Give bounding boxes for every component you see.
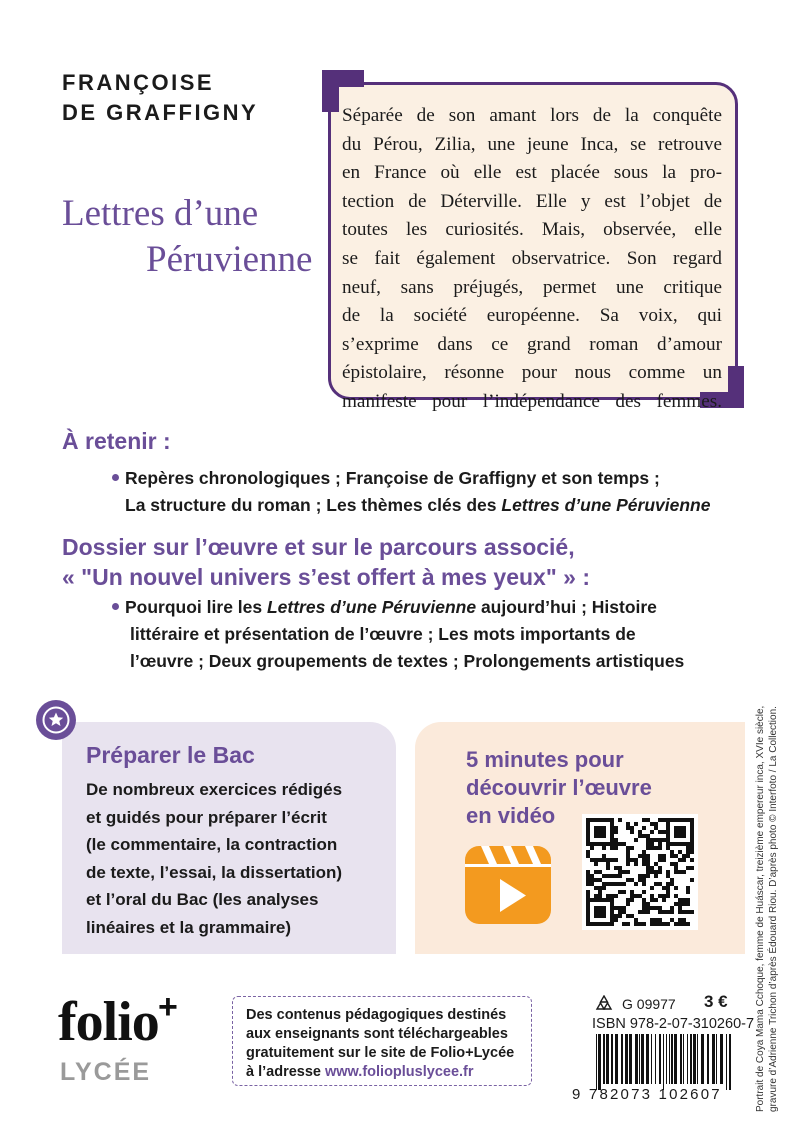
bac-description <box>86 776 342 941</box>
dossier-list <box>112 594 684 675</box>
retenir-line-2-title: Lettres d’une Péruvienne <box>501 495 711 515</box>
info-line: à l’adresse <box>246 1064 325 1080</box>
summary-text <box>342 102 722 417</box>
lycee-label: LYCÉE <box>60 1058 152 1086</box>
retenir-line-1: Repères chronologiques ; Françoise de Graffigny et son temps ; <box>125 468 660 488</box>
dossier-line-2: littéraire et présentation de l’œuvre ; Les mots importants de <box>130 624 636 644</box>
summary-line: tection de Déterville. Elle y est l’objet de <box>342 190 722 212</box>
recycle-icon <box>594 995 614 1016</box>
bullet-icon <box>112 603 119 610</box>
retenir-list <box>112 465 710 519</box>
folio-plus-mark: + <box>158 988 178 1026</box>
credit-line: gravure d’Adrienne Trichon d’après Édouard Riou. D’après photo © Interfoto / La Collection. <box>768 706 779 1112</box>
info-line: Des contenus pédagogiques destinés <box>246 1007 507 1023</box>
dossier-heading-line-2: « "Un nouvel univers s’est offert à mes yeux" » : <box>62 564 590 590</box>
bac-line: de texte, l’essai, la dissertation) <box>86 862 343 882</box>
barcode <box>594 1034 734 1090</box>
star-icon <box>36 700 76 740</box>
barcode-digits: 9 782073 102607 <box>572 1086 722 1103</box>
summary-line: toutes les curiosités. Mais, observée, elle <box>342 219 722 241</box>
author-line-1: FRANÇOISE <box>62 70 215 95</box>
bac-title: Préparer le Bac <box>86 742 255 768</box>
dossier-line-1-end: aujourd’hui ; Histoire <box>476 597 657 617</box>
summary-line: de la société européenne. Sa voix, qui <box>342 305 722 327</box>
website-link[interactable]: www.foliopluslycee.fr <box>325 1064 474 1080</box>
retenir-line-2: La structure du roman ; Les thèmes clés des <box>125 495 502 515</box>
bac-line: et l’oral du Bac (les analyses <box>86 890 319 909</box>
video-title-line: en vidéo <box>466 803 556 828</box>
bac-line: et guidés pour préparer l’écrit <box>86 807 327 827</box>
star-badge <box>36 700 76 740</box>
summary-line: neuf, sans préjugés, permet une critique <box>342 276 722 298</box>
summary-line: s’exprime dans ce grand roman d’amour <box>342 333 722 355</box>
dossier-heading-line-1: Dossier sur l’œuvre et sur le parcours associé, <box>62 534 575 560</box>
bac-line: De nombreux exercices rédigés <box>86 780 343 799</box>
video-title-line: découvrir l’œuvre <box>466 775 652 800</box>
info-line: aux enseignants sont téléchargeables <box>246 1026 508 1042</box>
summary-line: du Pérou, Zilia, une jeune Inca, se retrouve <box>342 133 722 155</box>
bac-line: (le commentaire, la contraction <box>86 835 338 854</box>
catalog-code: G 09977 <box>622 996 676 1012</box>
author-line-2: DE GRAFFIGNY <box>62 100 259 125</box>
dossier-line-1: Pourquoi lire les <box>125 597 267 617</box>
video-play-icon[interactable] <box>465 846 551 924</box>
isbn: ISBN 978-2-07-310260-7 <box>592 1016 755 1032</box>
frame-corner-decoration <box>728 366 744 408</box>
book-title-line-2: Péruvienne <box>146 239 313 280</box>
summary-line: en France où elle est placée sous la pro- <box>342 162 722 184</box>
book-title-line-1: Lettres d’une <box>62 193 259 234</box>
video-title-line: 5 minutes pour <box>466 747 624 772</box>
summary-line: manifeste pour l’indépendance des femmes. <box>342 390 722 412</box>
retenir-heading: À retenir : <box>62 428 171 454</box>
dossier-line-3: l’œuvre ; Deux groupements de textes ; Prolongements artistiques <box>130 651 685 671</box>
qr-code[interactable] <box>582 814 698 930</box>
dossier-line-1-title: Lettres d’une Péruvienne <box>266 597 477 617</box>
summary-line: Séparée de son amant lors de la conquête <box>342 105 722 126</box>
price: 3 € <box>704 992 728 1011</box>
summary-line: épistolaire, résonne pour nous comme un <box>342 362 722 384</box>
folio-logo: folio <box>58 991 159 1053</box>
bullet-icon <box>112 474 119 481</box>
info-text <box>246 1006 514 1082</box>
author-name <box>62 68 258 128</box>
photo-credit <box>754 706 780 1112</box>
frame-corner-decoration <box>322 70 339 112</box>
info-line: gratuitement sur le site de Folio+Lycée <box>246 1045 515 1061</box>
summary-line: se fait également observatrice. Son regard <box>342 247 722 269</box>
credit-line: Portrait de Coya Mama Cchoque, femme de Huáscar, treizième empereur inca, XVIe siècle, <box>755 705 766 1112</box>
bac-line: linéaires et la grammaire) <box>86 917 292 937</box>
